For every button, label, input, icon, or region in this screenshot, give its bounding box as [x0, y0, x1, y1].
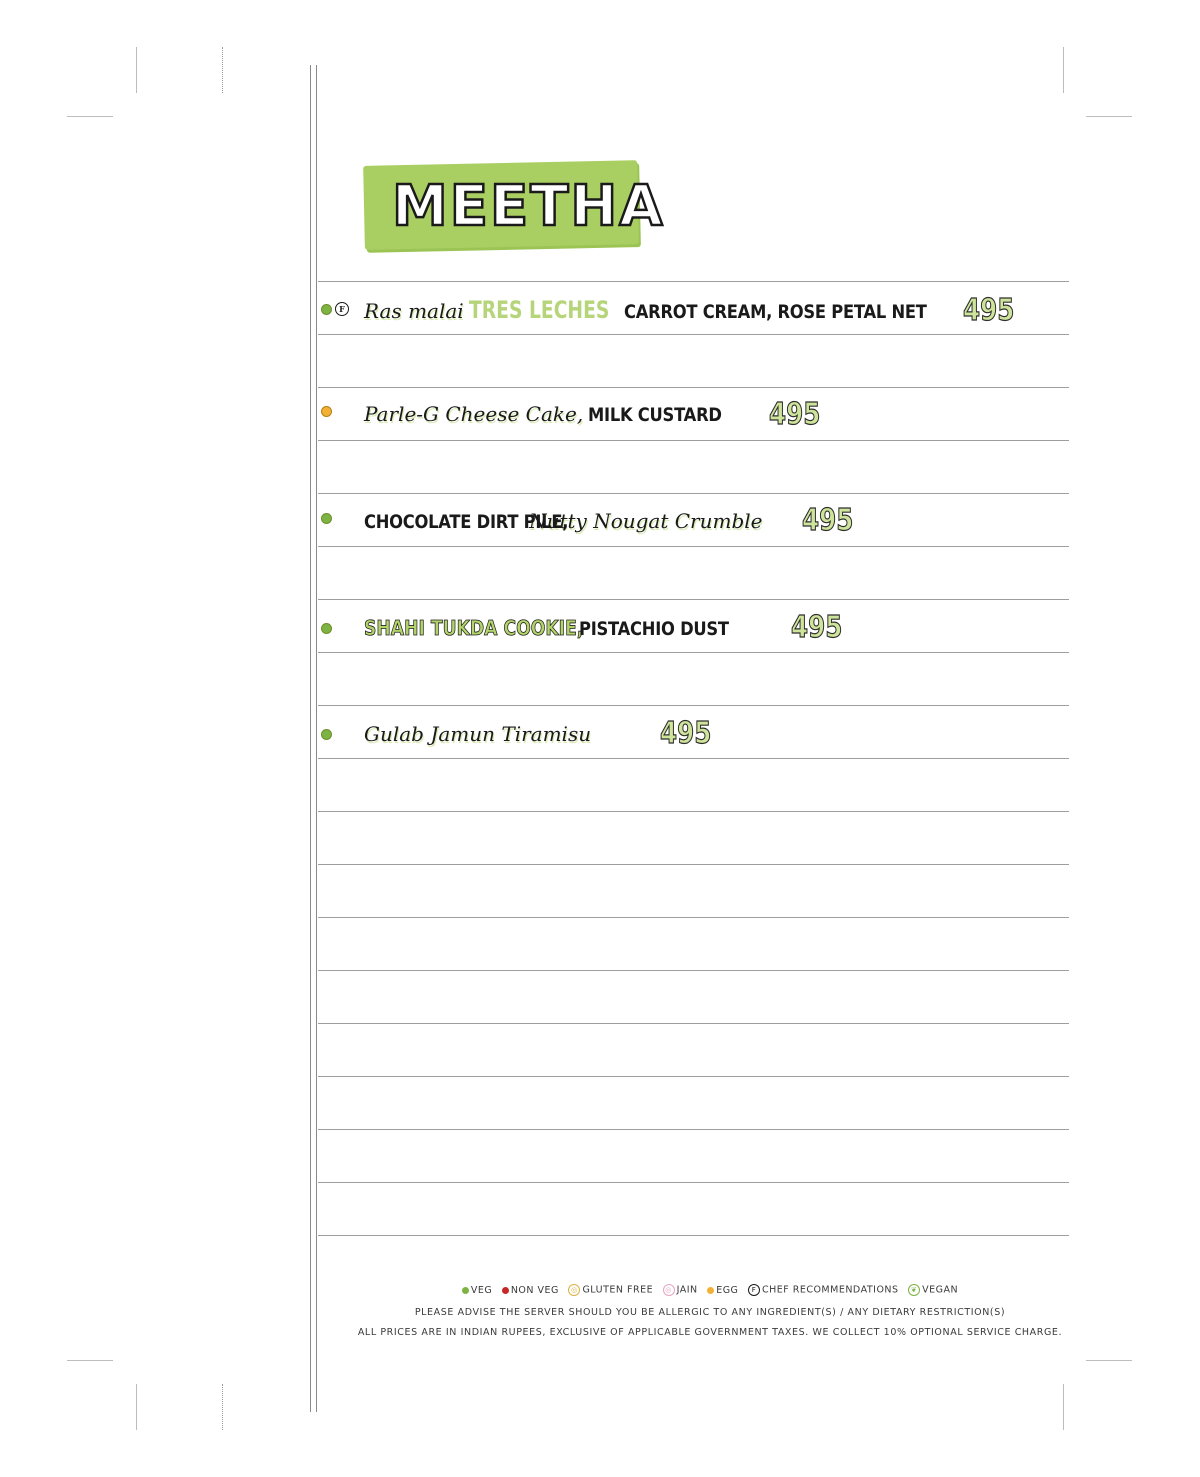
ruled-line [318, 546, 1069, 547]
ruled-line [318, 1182, 1069, 1183]
jain-icon: ◎ [663, 1284, 675, 1296]
ruled-line [318, 652, 1069, 653]
ruled-line [318, 440, 1069, 441]
ruled-line [318, 917, 1069, 918]
ruled-line [318, 1076, 1069, 1077]
menu-item-price: 495 [963, 293, 1015, 328]
menu-item [364, 396, 744, 432]
legend-label: CHEF RECOMMENDATIONS [761, 1284, 899, 1296]
menu-item [364, 610, 753, 646]
ruled-line [318, 970, 1069, 971]
legend-label: NON VEG [510, 1284, 559, 1296]
page-title: MEETHA [392, 174, 665, 239]
legend-chef [748, 1284, 899, 1296]
menu-item [364, 716, 591, 752]
ruled-line [318, 493, 1069, 494]
menu-item-price: 495 [660, 716, 712, 751]
menu-item-highlight: TRES LECHES [468, 296, 610, 324]
pricing-note: ALL PRICES ARE IN INDIAN RUPEES, EXCLUSIVE OF APPLICABLE GOVERNMENT TAXES. WE COLLECT 10% OPTIONAL SERVICE CHARGE. [357, 1327, 1063, 1338]
crop-mark [1063, 1384, 1064, 1430]
legend-label: GLUTEN FREE [582, 1284, 654, 1296]
notebook-margin-line [316, 65, 317, 1412]
legend-label: EGG [716, 1284, 739, 1296]
crop-mark [136, 47, 137, 93]
dietary-legend [340, 1284, 1080, 1296]
menu-item-description: Nutty Nougat Crumble [529, 509, 763, 533]
legend-non-veg [502, 1285, 559, 1296]
veg-dot-icon [321, 513, 332, 524]
veg-dot-icon [321, 304, 332, 315]
veg-dot-icon [321, 623, 332, 634]
crop-mark [67, 116, 113, 117]
crop-mark [222, 47, 223, 93]
ruled-line [318, 1023, 1069, 1024]
menu-item-name: SHAHI TUKDA COOKIE, [364, 616, 584, 640]
menu-item-price: 495 [769, 397, 821, 432]
menu-item-price: 495 [791, 610, 843, 645]
legend-gluten-free [568, 1284, 653, 1296]
ruled-line [318, 705, 1069, 706]
ruled-line [318, 599, 1069, 600]
chef-recommendation-icon: F [335, 302, 349, 316]
ruled-line [318, 758, 1069, 759]
ruled-line [318, 811, 1069, 812]
ruled-line [318, 1129, 1069, 1130]
crop-mark [1086, 116, 1132, 117]
crop-mark [222, 1384, 223, 1430]
non-veg-dot-icon [502, 1287, 509, 1294]
menu-item-description: MILK CUSTARD [588, 404, 723, 426]
menu-item-name: CHOCOLATE DIRT PILE, [364, 511, 569, 533]
veg-dot-icon [462, 1287, 469, 1294]
menu-item-name: Parle-G Cheese Cake, [364, 402, 584, 426]
ruled-line [318, 334, 1069, 335]
gluten-free-icon: ◎ [568, 1284, 580, 1296]
crop-mark [67, 1360, 113, 1361]
ruled-line [318, 864, 1069, 865]
allergy-note: PLEASE ADVISE THE SERVER SHOULD YOU BE ALLERGIC TO ANY INGREDIENT(S) / ANY DIETARY RESTRICTION(S) [414, 1307, 1006, 1318]
egg-dot-icon [321, 406, 332, 417]
legend-jain [663, 1284, 698, 1296]
ruled-line [318, 1235, 1069, 1236]
legend-vegan [908, 1284, 958, 1296]
ruled-line [318, 387, 1069, 388]
legend-label: JAIN [676, 1284, 698, 1296]
vegan-leaf-icon: ❦ [908, 1284, 920, 1296]
crop-mark [1086, 1360, 1132, 1361]
menu-item-price: 495 [802, 503, 854, 538]
notebook-margin-line [310, 65, 311, 1412]
crop-mark [1063, 47, 1064, 93]
menu-item [364, 503, 763, 539]
legend-label: VEG [470, 1284, 493, 1296]
legend-label: VEGAN [922, 1284, 959, 1296]
egg-dot-icon [707, 1287, 714, 1294]
menu-item-name: Ras malai [364, 299, 464, 323]
legend-veg [462, 1285, 492, 1296]
chef-recommendation-icon: F [748, 1284, 760, 1296]
crop-mark [136, 1384, 137, 1430]
ruled-line [318, 281, 1069, 282]
veg-dot-icon [321, 729, 332, 740]
menu-item-description: PISTACHIO DUST [579, 618, 729, 640]
menu-item-description: CARROT CREAM, ROSE PETAL NET [623, 301, 927, 323]
menu-item [364, 292, 976, 328]
menu-item-name: Gulab Jamun Tiramisu [364, 722, 592, 746]
legend-egg [707, 1285, 738, 1296]
